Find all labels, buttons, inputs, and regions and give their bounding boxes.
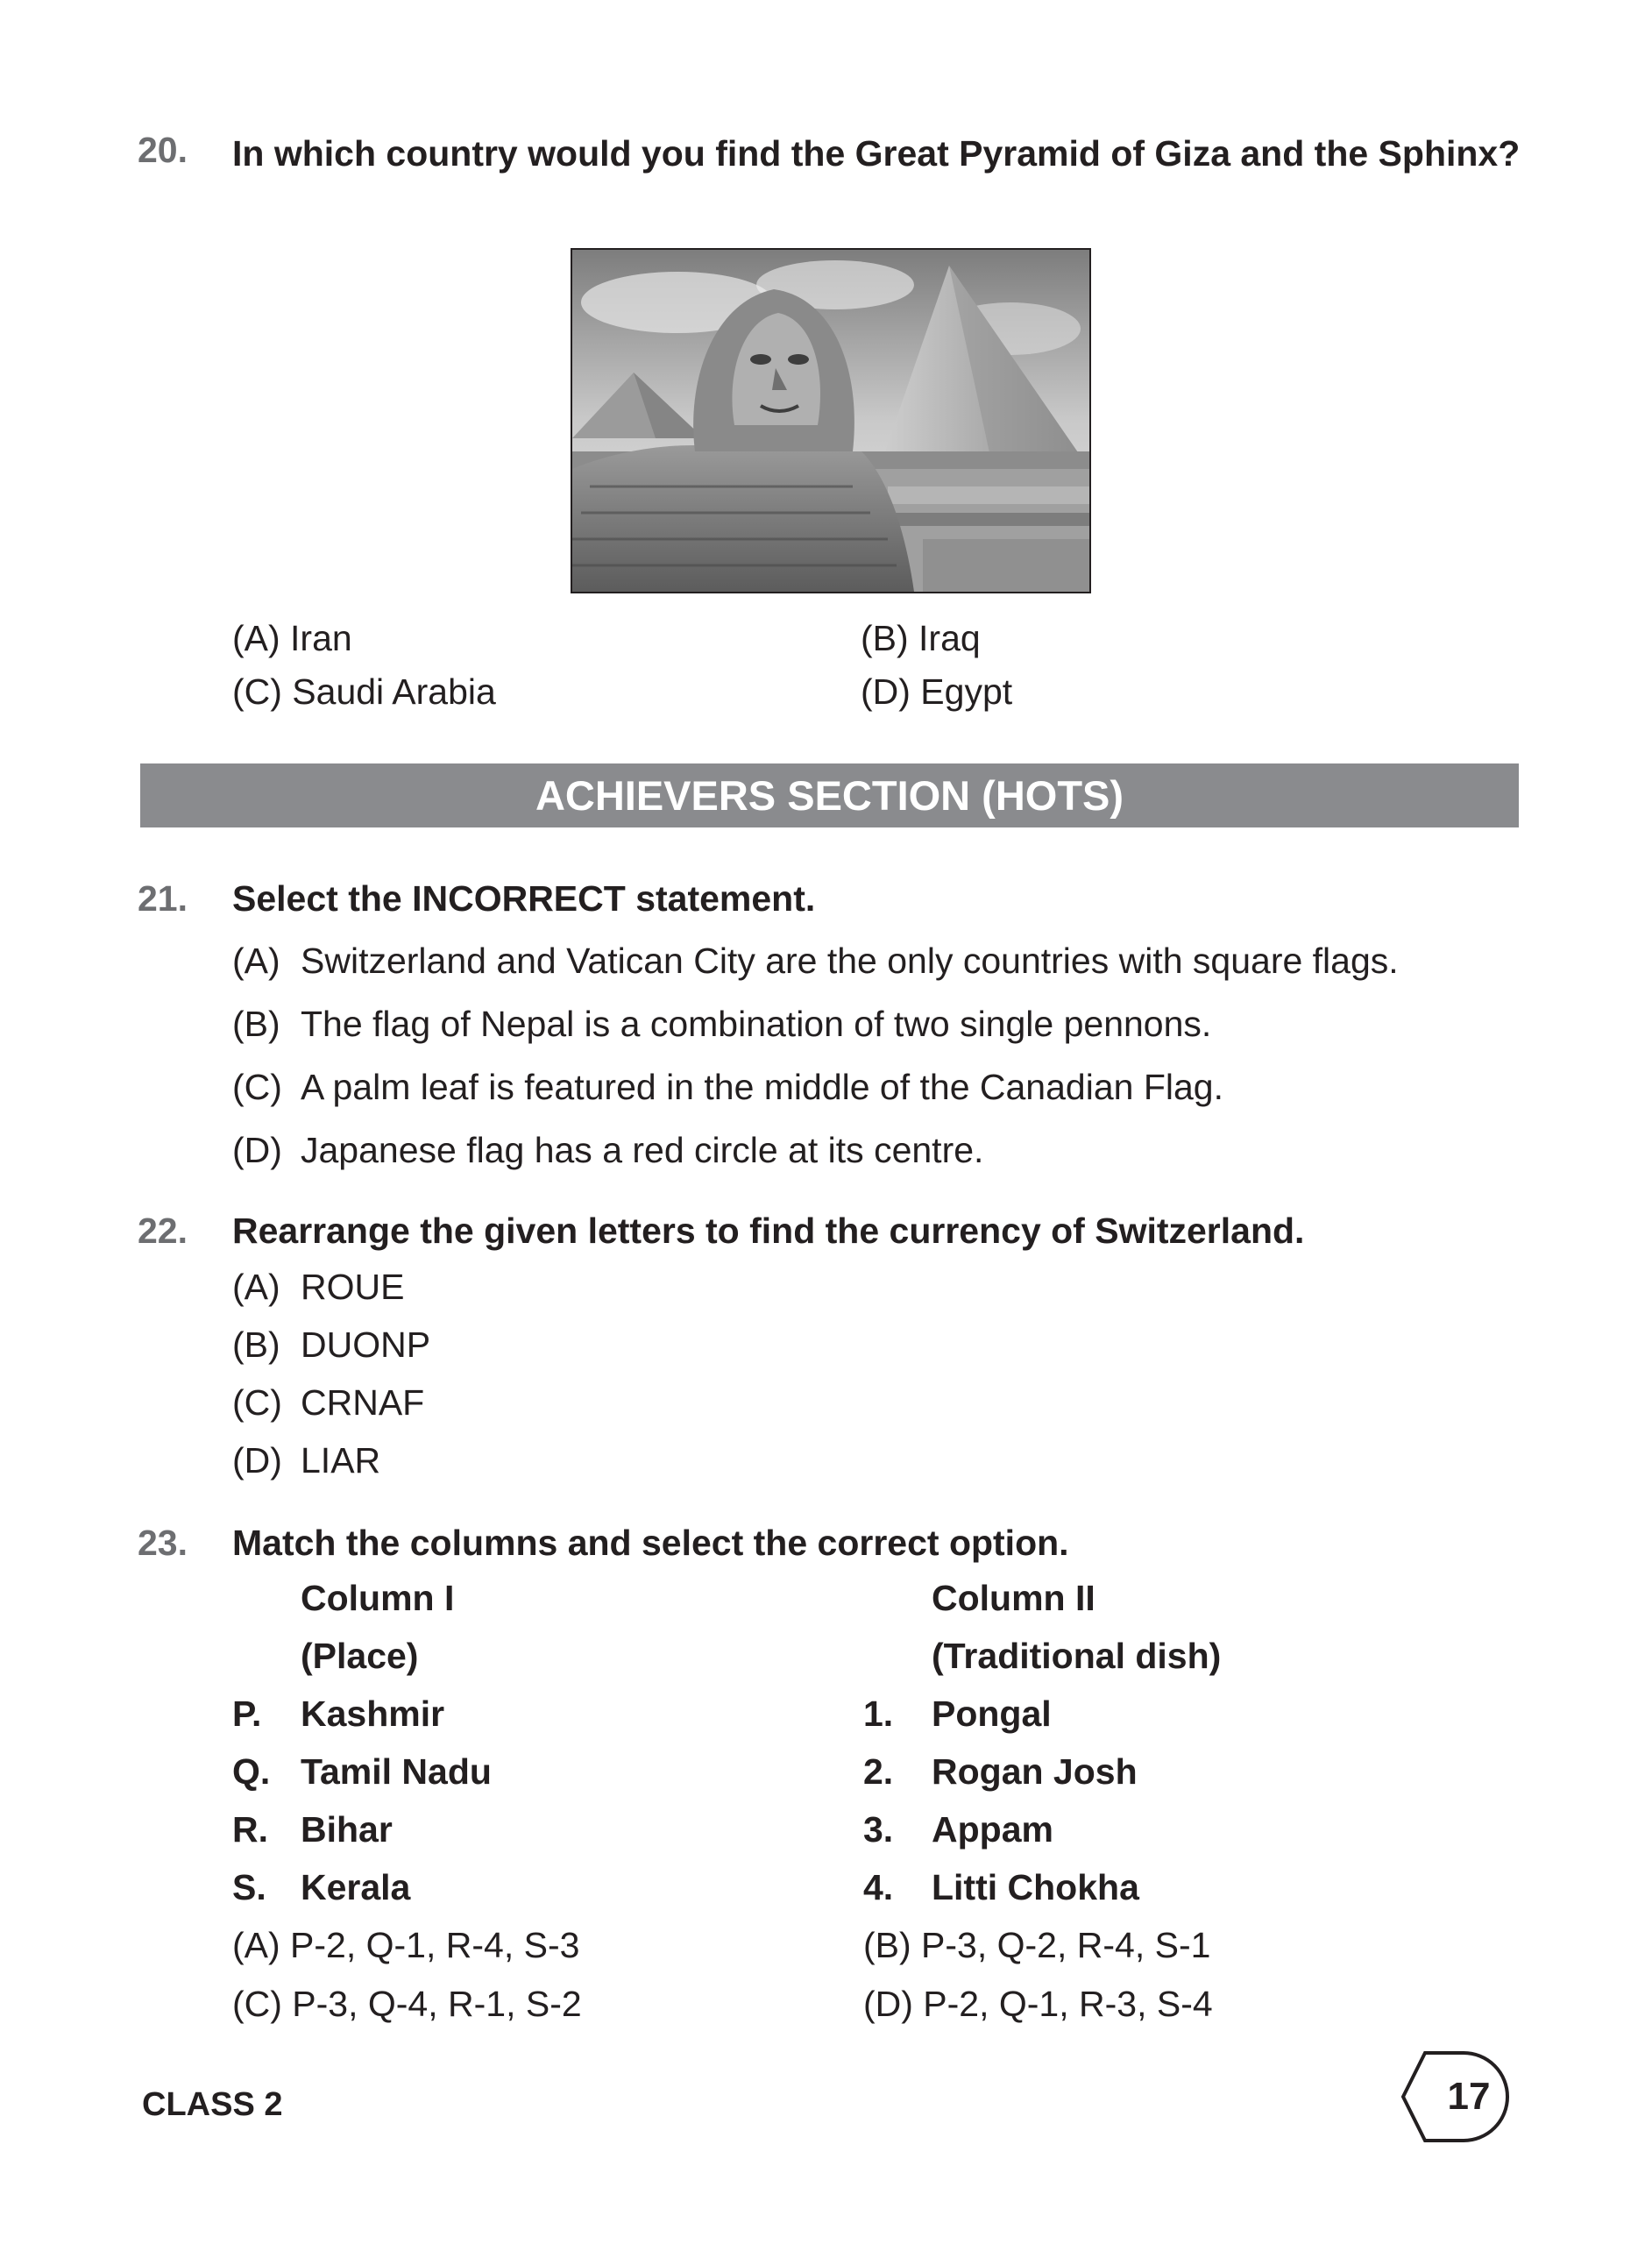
page-number: 17 xyxy=(1447,2075,1491,2118)
column-1-subtitle: (Place) xyxy=(301,1636,419,1676)
q21-question: Select the INCORRECT statement. xyxy=(232,878,816,919)
column-2-title: Column II xyxy=(932,1578,1095,1618)
match-row-dish: Rogan Josh xyxy=(932,1751,1138,1792)
match-row-label: Q. xyxy=(232,1751,271,1792)
q22-option-a: (A) ROUE xyxy=(232,1267,405,1307)
q20-option-b: (B) Iraq xyxy=(861,618,981,658)
match-row-number: 4. xyxy=(863,1867,894,1907)
match-row-label: R. xyxy=(232,1809,268,1850)
column-1-title: Column I xyxy=(301,1578,455,1618)
q21-option-d: (D) Japanese flag has a red circle at its centre. xyxy=(232,1130,984,1170)
q20-number: 20. xyxy=(138,130,188,170)
q23-question: Match the columns and select the correct option. xyxy=(232,1523,1069,1563)
match-row-place: Bihar xyxy=(301,1809,393,1850)
section-header: ACHIEVERS SECTION (HOTS) xyxy=(140,763,1519,827)
q22-question: Rearrange the given letters to find the currency of Switzerland. xyxy=(232,1211,1305,1251)
q22-option-d: (D) LIAR xyxy=(232,1440,381,1481)
q23-option-a: (A) P-2, Q-1, R-4, S-3 xyxy=(232,1925,580,1965)
column-2-subtitle: (Traditional dish) xyxy=(932,1636,1222,1676)
match-row-label: P. xyxy=(232,1694,262,1734)
q23-number: 23. xyxy=(138,1523,188,1563)
q22-option-b: (B) DUONP xyxy=(232,1324,431,1365)
match-row-label: S. xyxy=(232,1867,266,1907)
q21-option-a: (A) Switzerland and Vatican City are the only countries with square flags. xyxy=(232,941,1399,981)
page-number-badge xyxy=(1400,2049,1514,2145)
match-row-number: 1. xyxy=(863,1694,894,1734)
match-row-dish: Litti Chokha xyxy=(932,1867,1139,1907)
sphinx-pyramid-image xyxy=(571,248,1091,593)
q20-option-a: (A) Iran xyxy=(232,618,352,658)
q23-option-d: (D) P-2, Q-1, R-3, S-4 xyxy=(863,1984,1213,2024)
q22-number: 22. xyxy=(138,1211,188,1251)
match-row-place: Kerala xyxy=(301,1867,411,1907)
q23-option-b: (B) P-3, Q-2, R-4, S-1 xyxy=(863,1925,1211,1965)
match-row-dish: Appam xyxy=(932,1809,1053,1850)
footer-class-label: CLASS 2 xyxy=(142,2086,283,2123)
match-row-place: Kashmir xyxy=(301,1694,445,1734)
q20-option-c: (C) Saudi Arabia xyxy=(232,671,496,712)
match-row-place: Tamil Nadu xyxy=(301,1751,492,1792)
q20-option-d: (D) Egypt xyxy=(861,671,1013,712)
q21-option-b: (B) The flag of Nepal is a combination of two single pennons. xyxy=(232,1004,1212,1044)
q21-option-c: (C) A palm leaf is featured in the middle of the Canadian Flag. xyxy=(232,1067,1223,1107)
q21-number: 21. xyxy=(138,878,188,919)
match-row-dish: Pongal xyxy=(932,1694,1052,1734)
q22-option-c: (C) CRNAF xyxy=(232,1382,425,1423)
q23-option-c: (C) P-3, Q-4, R-1, S-2 xyxy=(232,1984,582,2024)
match-row-number: 2. xyxy=(863,1751,894,1792)
q20-question: In which country would you find the Great Pyramid of Giza and the Sphinx? xyxy=(232,133,1521,174)
match-row-number: 3. xyxy=(863,1809,894,1850)
